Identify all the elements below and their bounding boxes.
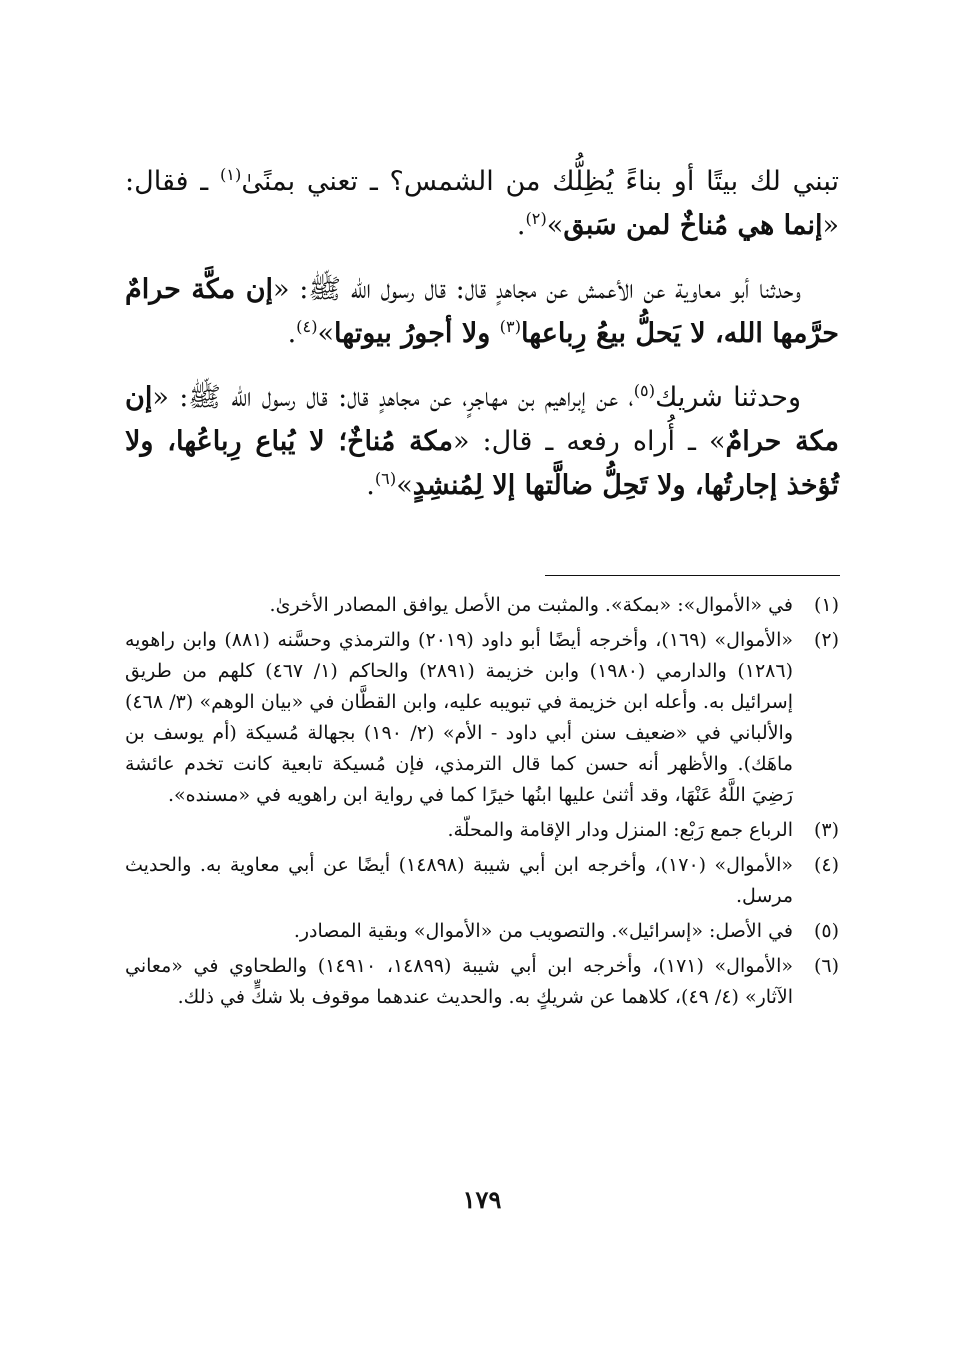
footnote (125, 625, 839, 811)
hadith-text: إن مكَّة حرامٌ حرَّمها الله، لا يَحلُّ بيعُ رِباعها (125, 274, 839, 349)
text-segment: ، عن إبراهيم بن مهاجرٍ، عن مجاهدٍ قال: قال رسول الله ﷺ: « (152, 382, 634, 413)
footnote (125, 951, 839, 1013)
text-segment: » ـ أُراه رفعه ـ قال: « (453, 426, 726, 457)
footnote-ref: (٤) (296, 317, 318, 336)
footnote-text: في «الأموال»: «بمكة». والمثبت من الأصل يوافق المصادر الأخرىٰ. (269, 594, 793, 616)
main-paragraph (125, 268, 839, 356)
text-segment: . (287, 318, 297, 349)
page-number: ١٧٩ (462, 1185, 502, 1214)
footnote-ref: (٥) (633, 381, 656, 400)
footnote-text: «الأموال» (١٧٠)، وأخرجه ابن أبي شيبة (١٤٨٩٨) أيضًا عن أبي معاوية به. والحديث مرسل. (125, 854, 793, 907)
footnote-divider (545, 575, 840, 576)
main-text (125, 160, 839, 528)
footnote-number: (٥) (813, 920, 839, 942)
text-segment: وحدثنا شريك (655, 382, 801, 413)
footnote-text: «الأموال» (١٦٩)، وأخرجه أيضًا أبو داود (٢٠١٩) والترمذي وحسَّنه (٨٨١) وابن راهويه (١٢٨٦) والدارمي (١٩٨٠) وابن خزيمة (٢٨٩١) والحاكم (١/ ٤٦٧) كلهم من طريق إسرائيل به. وأعله ابن خزيمة في تبويبه عليه، وابن القطَّان في «بيان الوهم» (٣/ ٤٦٨) والألباني في «ضعيف سنن أبي داود - الأم» (٢/ ١٩٠) بجهالة مُسيكة (أم يوسف بن ماهَك). والأظهر أنه حسن كما قال الترمذي، فإن مُسيكة تابعية كانت تخدم عائشة رَضِيَ اللَّهُ عَنْهَا، وقد أثنىٰ عليها ابنُها خيرًا كما في رواية ابن راهويه في «مسنده». (125, 629, 793, 806)
main-paragraph (125, 160, 839, 248)
footnote (125, 916, 839, 947)
text-segment: تبني لك بيتًا أو بناءً يُظِلُّك من الشمس؟ ـ تعني بمنًىٰ (241, 166, 839, 197)
text-segment: » (396, 470, 413, 501)
footnotes (125, 590, 839, 1017)
footnote-ref: (٦) (374, 469, 397, 488)
footnote-number: (٦) (813, 955, 839, 977)
footnote-text: في الأصل: «إسرائيل». والتصويب من «الأموال» وبقية المصادر. (293, 920, 793, 942)
footnote-ref: (١) (219, 165, 242, 184)
footnote-number: (٤) (813, 854, 839, 876)
footnote-number: (١) (813, 594, 839, 616)
text-segment: ـ فقال: « (125, 166, 839, 241)
hadith-text: إن مكة حرامٌ (125, 382, 839, 457)
footnote-ref: (٣) (499, 317, 522, 336)
text-segment: » (317, 318, 335, 349)
hadith-text: ولا أجورُ بيوتها (334, 318, 500, 349)
text-segment: » (546, 210, 564, 241)
main-paragraph (125, 376, 839, 508)
footnote-ref: (٢) (525, 209, 547, 228)
hadith-text: إنما هي مُناخٌ لمن سَبق (563, 210, 823, 241)
footnote (125, 815, 839, 846)
footnote (125, 850, 839, 912)
footnote-text: «الأموال» (١٧١)، وأخرجه ابن أبي شيبة (١٤٨٩٩، ١٤٩١٠) والطحاوي في «معاني الآثار» (٤/ ٤٩)، كلاهما عن شريكٍ به. والحديث عندهما موقوف بلا شكٍّ في ذلك. (125, 955, 793, 1008)
text-segment: . (366, 470, 375, 501)
footnote (125, 590, 839, 621)
footnote-number: (٣) (813, 819, 839, 841)
footnote-text: الرباع جمع رَبْع: المنزل ودار الإقامة والمحلّة. (447, 819, 793, 841)
text-segment: وحدثنا أبو معاوية عن الأعمش عن مجاهدٍ قال: قال رسول الله ﷺ: « (273, 274, 801, 305)
hadith-text: مكة مُناخٌ؛ لا يُباع رِباعُها، ولا تُؤخذ إجارتُها، ولا تَحِلُّ ضالَّتها إلا لِمُنشِدٍ (125, 426, 839, 501)
footnote-number: (٢) (813, 629, 839, 651)
text-segment: . (516, 210, 526, 241)
